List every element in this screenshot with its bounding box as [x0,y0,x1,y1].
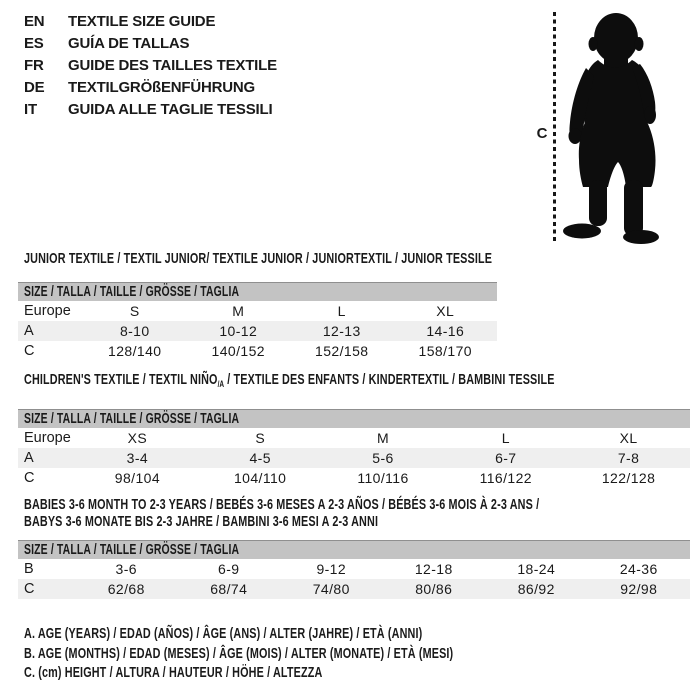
size-band-header [18,283,497,302]
table-row [18,448,690,468]
table-title [24,497,690,530]
size-value-cell: XS [127,430,148,446]
size-value-cell: 80/86 [383,579,486,599]
size-band-header [18,410,690,429]
size-band-text: SIZE / TALLA / TAILLE / GRÖSSE / TAGLIA [24,542,240,558]
language-label: GUÍA DE TALLAS [68,34,190,52]
size-value-cell: 110/116 [357,470,409,486]
table-title-segment: /A [217,379,225,389]
junior-table-section [18,251,497,361]
size-value-cell: 152/158 [315,343,369,359]
size-value-cell: 62/68 [75,579,178,599]
size-value-cell: 7-8 [567,448,690,468]
language-code: ES [24,34,44,52]
language-code: IT [24,100,37,118]
table-row [18,579,690,599]
language-label: TEXTILE SIZE GUIDE [68,12,216,30]
legend-line [24,646,620,666]
language-code: DE [24,78,45,96]
table-row [18,468,690,488]
size-band-text: SIZE / TALLA / TAILLE / GRÖSSE / TAGLIA [24,411,240,427]
size-value-cell: XL [436,303,455,319]
size-value-cell: 122/128 [601,470,656,486]
size-value-cell: 140/152 [211,343,265,359]
size-value-cell: L [337,303,346,319]
table-row [18,321,497,341]
row-label-cell: C [24,343,35,359]
row-label-cell: B [24,561,34,577]
size-value-cell: 92/98 [588,579,691,599]
size-value-cell: 18-24 [517,561,556,577]
size-value-cell: 9-12 [316,561,347,577]
table-row [18,559,690,579]
size-band-header [18,541,690,560]
size-value-cell: 68/74 [178,579,281,599]
size-table [18,282,497,361]
table-title-segment: JUNIOR TEXTILE / TEXTIL JUNIOR/ TEXTILE JUNIOR / JUNIORTEXTIL / JUNIOR TESSILE [24,250,493,267]
size-value-cell: 128/140 [108,343,162,359]
language-label: TEXTILGRÖßENFÜHRUNG [68,78,256,96]
row-label-cell: A [18,448,76,468]
size-value-cell: 12-18 [414,561,453,577]
table-title [24,251,497,266]
size-value-cell: 158/170 [418,343,472,359]
size-value-cell: 8-10 [83,321,187,341]
size-band-text: SIZE / TALLA / TAILLE / GRÖSSE / TAGLIA [24,284,240,300]
size-value-cell: 104/110 [234,470,287,486]
language-code: EN [24,12,45,30]
row-label-cell: C [24,470,35,486]
size-value-cell: 5-6 [322,448,445,468]
table-row [18,301,497,321]
size-value-cell: XL [619,430,638,446]
size-table [18,409,690,488]
size-value-cell: L [501,430,510,446]
size-value-cell: 14-16 [394,321,498,341]
size-table [18,540,690,599]
language-code: FR [24,56,44,74]
size-value-cell: 24-36 [619,561,658,577]
table-title-segment: CHILDREN'S TEXTILE / TEXTIL NIÑO [24,371,218,388]
table-title-segment: BABYS 3-6 MONATE BIS 2-3 JAHRE / BAMBINI 3-6 MESI A 2-3 ANNI [24,512,379,530]
height-figure [0,0,700,260]
legend-text: C. (cm) HEIGHT / ALTURA / HAUTEUR / HÖHE / ALTEZZA [24,664,323,681]
legend [24,626,620,685]
size-value-cell: 3-4 [76,448,199,468]
row-label-cell: Europe [24,303,71,319]
size-value-cell: 116/122 [479,470,532,486]
legend-line [24,665,620,685]
size-value-cell: 12-13 [290,321,394,341]
toddler-silhouette-icon [560,10,664,244]
table-row [18,428,690,448]
table-row [18,341,497,361]
legend-text: B. AGE (MONTHS) / EDAD (MESES) / ÂGE (MOIS) / ALTER (MONATE) / ETÀ (MESI) [24,644,454,662]
size-value-cell: 86/92 [485,579,588,599]
height-measure-label: C [536,125,548,142]
height-measure-line [553,12,556,242]
legend-text: A. AGE (YEARS) / EDAD (AÑOS) / ÂGE (ANS) / ALTER (JAHRE) / ETÀ (ANNI) [24,625,423,642]
legend-line [24,626,620,646]
table-title-segment: / TEXTILE DES ENFANTS / KINDERTEXTIL / BAMBINI TESSILE [224,371,555,388]
size-value-cell: 6-7 [444,448,567,468]
table-title-segment: BABIES 3-6 MONTH TO 2-3 YEARS / BEBÉS 3-6 MESES A 2-3 AÑOS / BÉBÉS 3-6 MOIS À 2-3 ANS / [24,496,540,513]
size-value-cell: 98/104 [114,470,161,486]
size-value-cell: S [129,303,140,319]
size-value-cell: M [232,303,245,319]
size-value-cell: 6-9 [218,561,240,577]
size-value-cell: 4-5 [199,448,322,468]
size-value-cell: 10-12 [187,321,291,341]
row-label-cell: C [18,579,75,599]
size-value-cell: 3-6 [115,561,137,577]
size-value-cell: 74/80 [280,579,383,599]
row-label-cell: A [18,321,83,341]
language-label: GUIDA ALLE TAGLIE TESSILI [68,100,273,118]
row-label-cell: Europe [24,430,71,446]
language-label: GUIDE DES TAILLES TEXTILE [68,56,277,74]
table-title [24,372,690,392]
children-table-section [18,372,690,488]
size-value-cell: S [255,430,266,446]
size-value-cell: M [376,430,390,446]
babies-table-section [18,497,690,599]
